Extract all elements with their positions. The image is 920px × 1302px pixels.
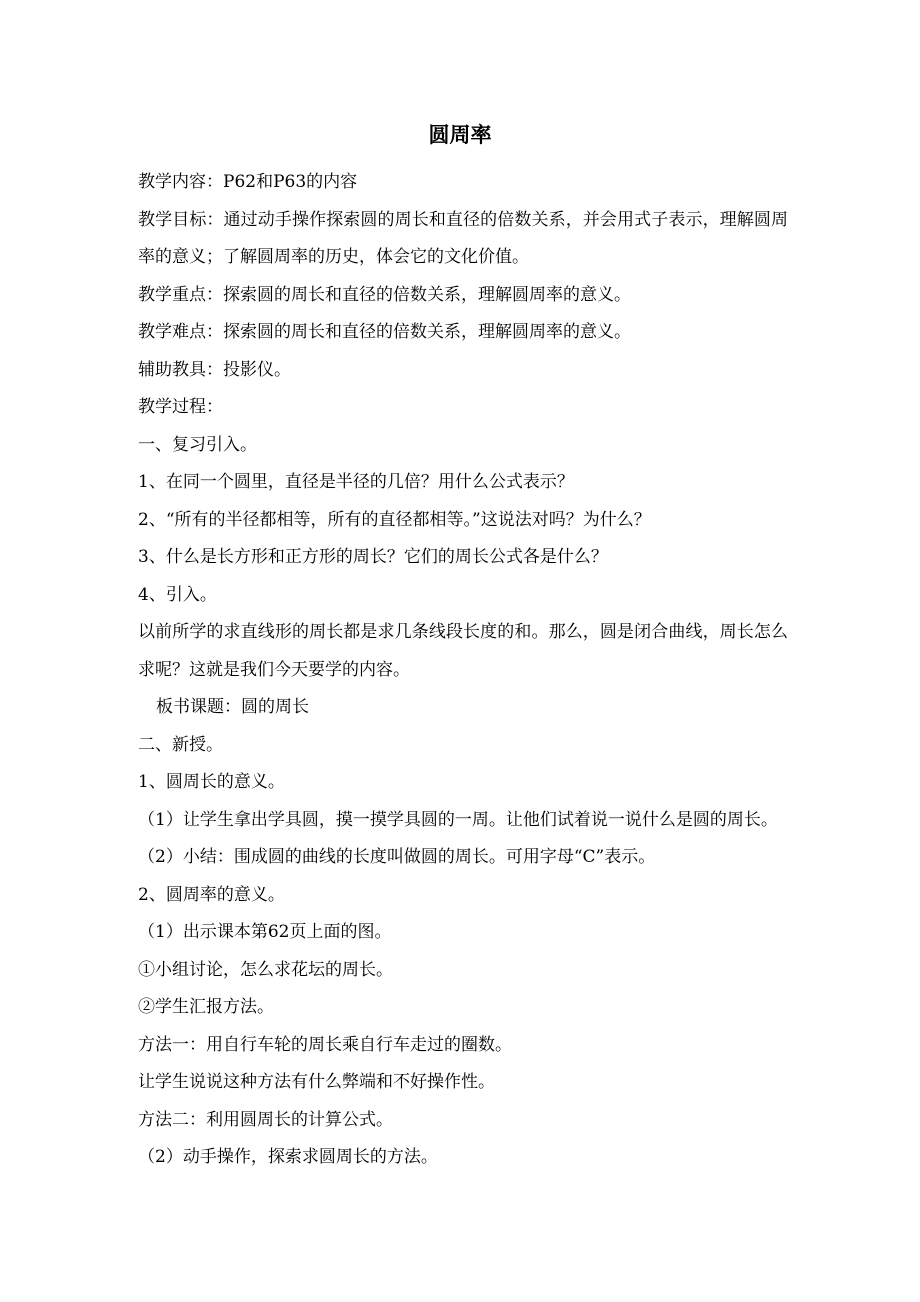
- list-item: 1、圆周长的意义。: [138, 772, 285, 792]
- list-item: ①小组讨论，怎么求花坛的周长。: [138, 959, 393, 980]
- paragraph-intro: 以前所学的求直线形的周长都是求几条线段长度的和。那么，圆是闭合曲线，周长怎么求呢？这就是我们今天要学的内容。: [138, 622, 788, 680]
- paragraph-process: 教学过程：: [138, 397, 223, 417]
- paragraph-aids: 辅助教具：投影仪。: [138, 359, 291, 380]
- list-item: 2、“所有的半径都相等，所有的直径都相等。”这说法对吗？为什么？: [138, 509, 651, 530]
- paragraph-difficulty: 教学难点：探索圆的周长和直径的倍数关系，理解圆周率的意义。: [138, 322, 631, 342]
- list-item: （2）小结：围成圆的曲线的长度叫做圆的周长。可用字母“C”表示。: [138, 847, 656, 867]
- list-item: （2）动手操作，探索求圆周长的方法。: [138, 1147, 438, 1167]
- paragraph-key-point: 教学重点：探索圆的周长和直径的倍数关系，理解圆周率的意义。: [138, 284, 631, 305]
- list-item: 2、圆周率的意义。: [138, 884, 285, 905]
- list-item: 1、在同一个圆里，直径是半径的几倍？用什么公式表示？: [138, 472, 574, 492]
- list-item: 让学生说说这种方法有什么弊端和不好操作性。: [138, 1072, 495, 1092]
- list-item: （1）出示课本第62页上面的图。: [138, 922, 392, 942]
- section-heading-review: 一、复习引入。: [138, 434, 257, 455]
- list-item: 4、引入。: [138, 584, 217, 605]
- paragraph-content: 教学内容：P62和P63的内容: [138, 172, 358, 192]
- list-item: （1）让学生拿出学具圆，摸一摸学具圆的一周。让他们试着说一说什么是圆的周长。: [138, 809, 778, 830]
- document-title: 圆周率: [428, 123, 492, 147]
- list-item: 方法二：利用圆周长的计算公式。: [138, 1109, 393, 1130]
- list-item: 3、什么是长方形和正方形的周长？它们的周长公式各是什么？: [138, 547, 608, 567]
- section-heading-new: 二、新授。: [138, 734, 223, 755]
- list-item: ②学生汇报方法。: [138, 997, 274, 1017]
- document-body: [138, 164, 788, 1177]
- paragraph-board-title: 板书课题：圆的周长: [156, 697, 309, 717]
- paragraph-goal: 教学目标：通过动手操作探索圆的周长和直径的倍数关系，并会用式子表示，理解圆周率的意义；了解圆周率的历史，体会它的文化价值。: [138, 209, 788, 267]
- list-item: 方法一：用自行车轮的周长乘自行车走过的圈数。: [138, 1034, 512, 1055]
